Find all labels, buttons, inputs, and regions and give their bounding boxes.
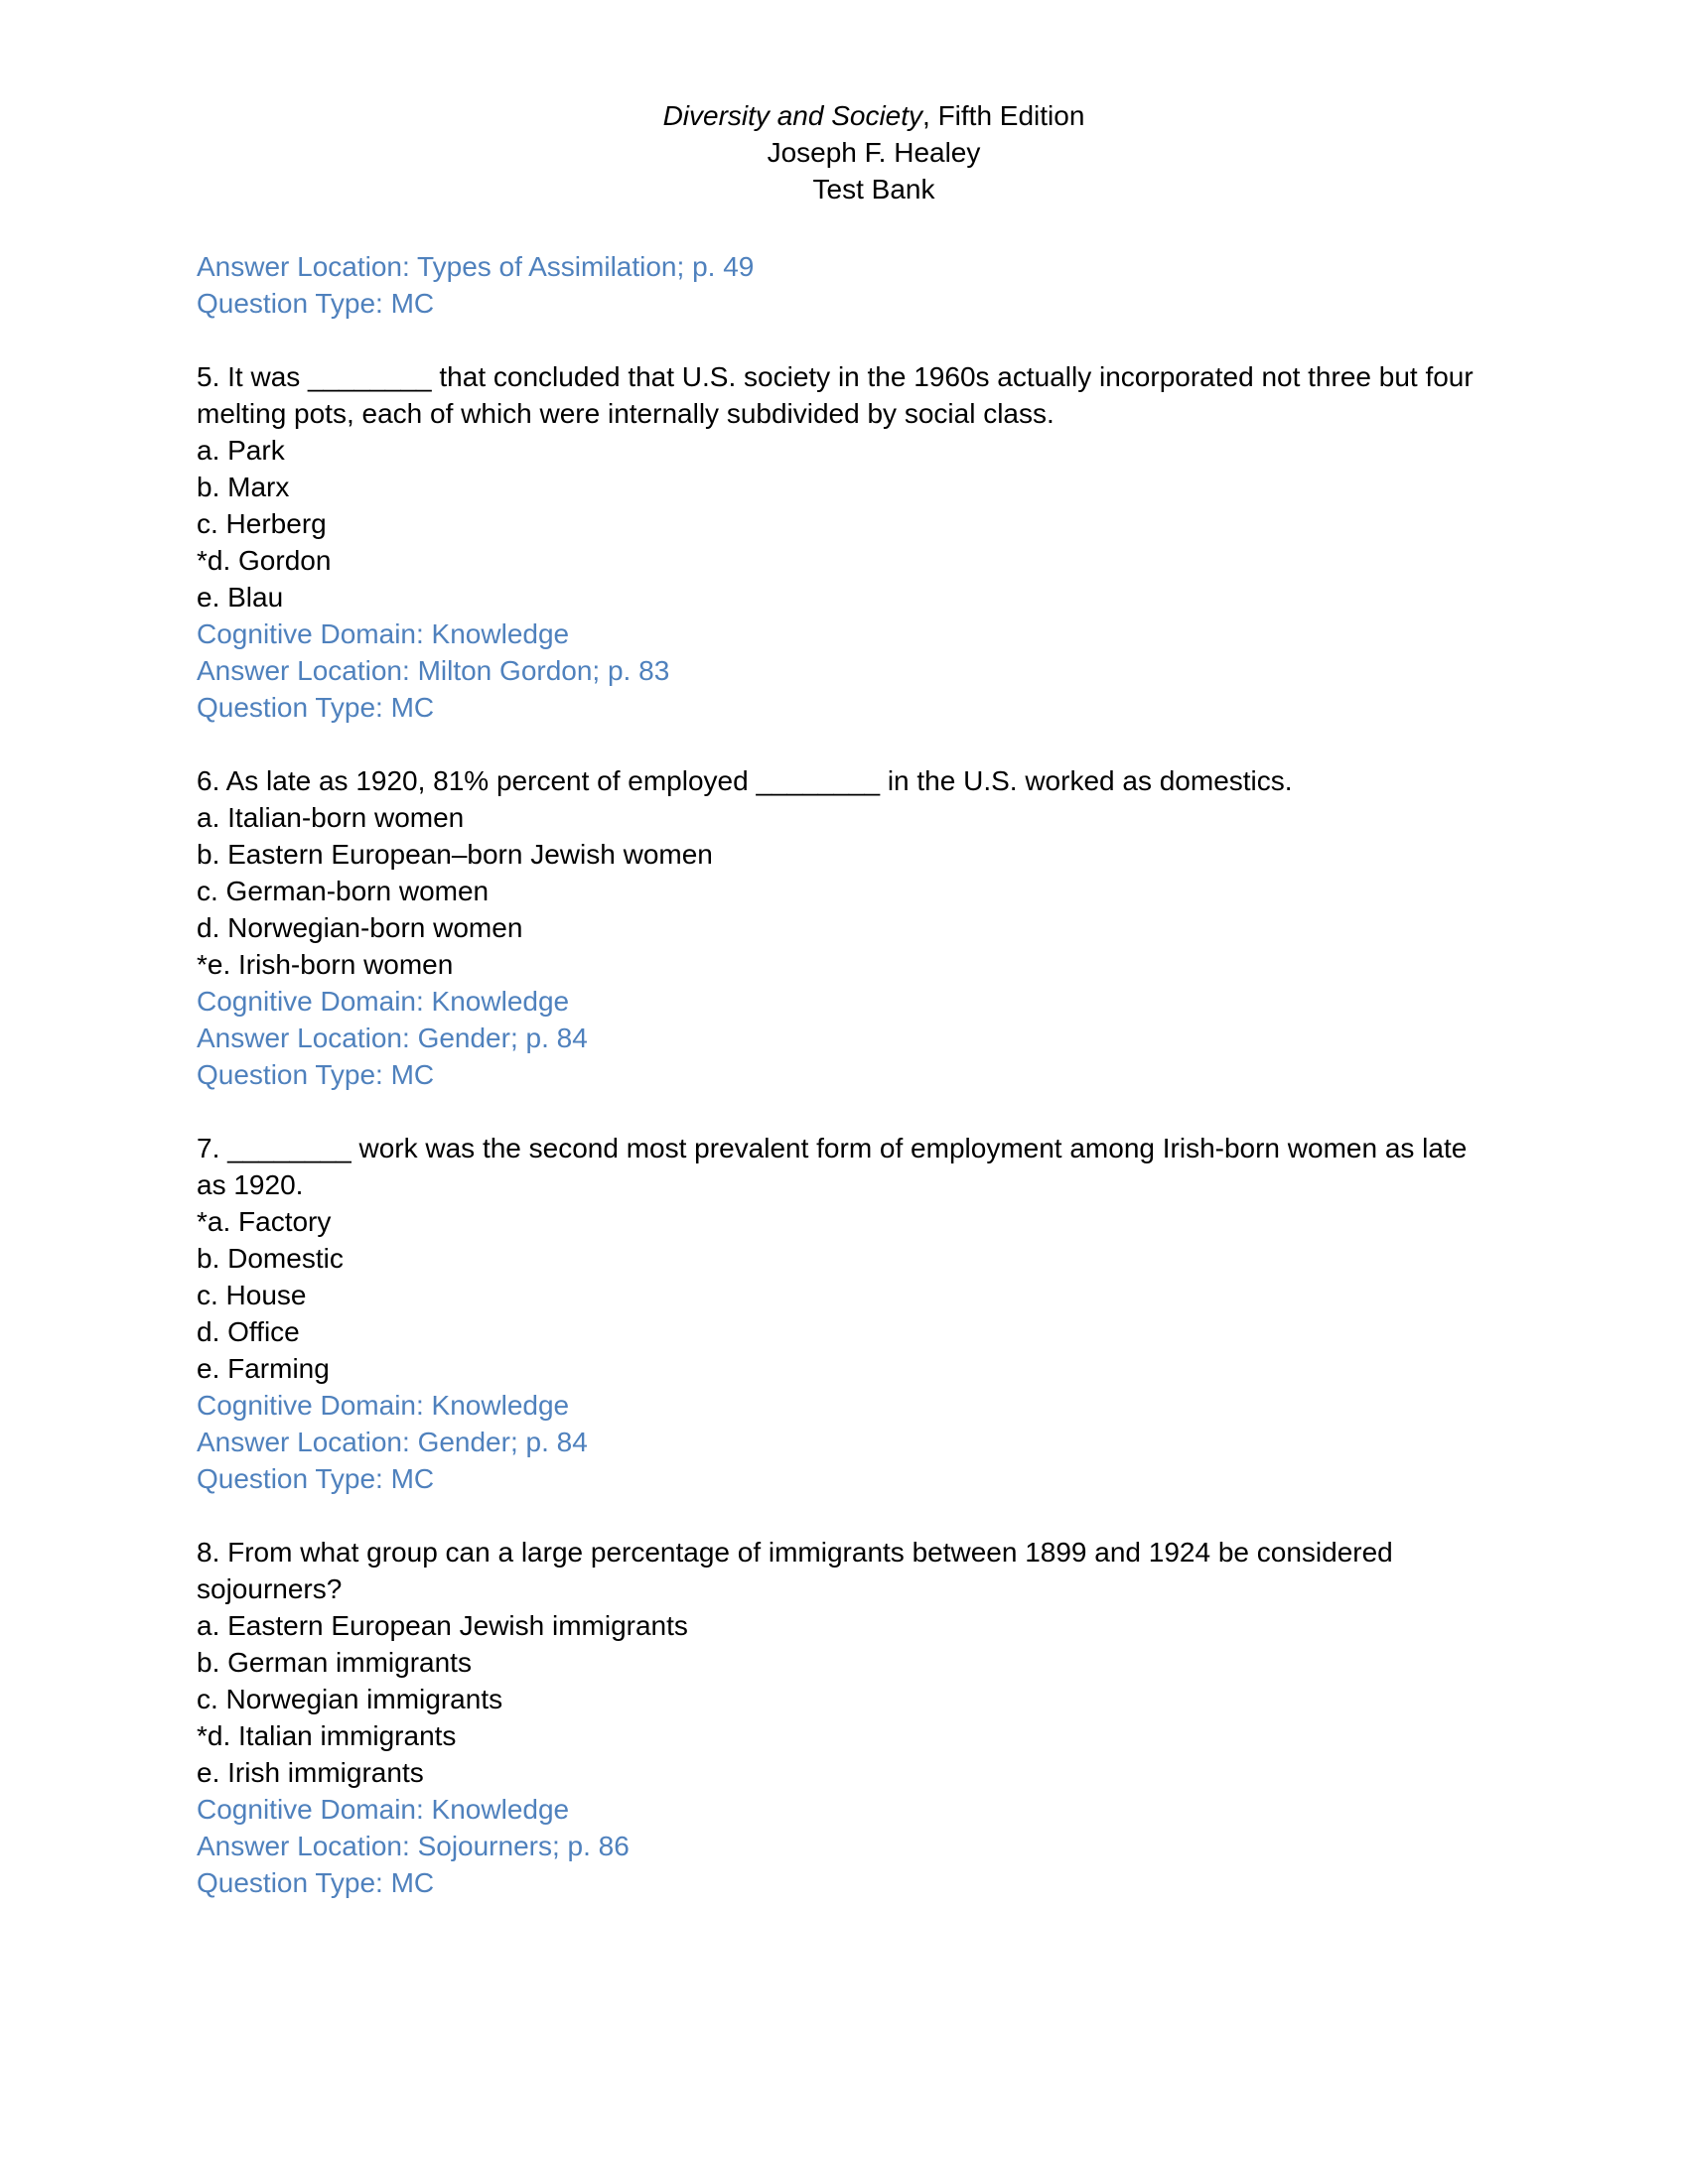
spacer xyxy=(197,1497,1497,1534)
page-header xyxy=(0,97,1688,207)
question-stem: 6. As late as 1920, 81% percent of employed ________ in the U.S. worked as domestics. xyxy=(197,765,1293,796)
answer-option: a. Italian-born women xyxy=(197,802,465,833)
question-stem: 8. From what group can a large percentage of immigrants between 1899 and 1924 be considered sojourners? xyxy=(197,1537,1393,1604)
answer-location: Answer Location: Gender; p. 84 xyxy=(197,1023,588,1053)
answer-option: c. German-born women xyxy=(197,876,490,906)
question-type: Question Type: MC xyxy=(197,692,435,723)
cognitive-domain: Cognitive Domain: Knowledge xyxy=(197,618,570,649)
carryover-metadata xyxy=(197,248,1497,322)
answer-option-correct: *d. Gordon xyxy=(197,545,332,576)
answer-option: c. Norwegian immigrants xyxy=(197,1684,503,1714)
answer-option-correct: *d. Italian immigrants xyxy=(197,1720,457,1751)
answer-option-correct: *e. Irish-born women xyxy=(197,949,454,980)
book-subtitle: Test Bank xyxy=(812,174,935,205)
book-author: Joseph F. Healey xyxy=(767,137,981,168)
book-title xyxy=(0,97,1688,134)
cognitive-domain: Cognitive Domain: Knowledge xyxy=(197,1390,570,1421)
question-6 xyxy=(197,762,1497,1093)
answer-option-correct: *a. Factory xyxy=(197,1206,332,1237)
spacer xyxy=(197,1093,1497,1130)
answer-option: b. German immigrants xyxy=(197,1647,472,1678)
book-title-italic: Diversity and Society xyxy=(662,100,923,131)
question-type: Question Type: MC xyxy=(197,1059,435,1090)
answer-location: Answer Location: Milton Gordon; p. 83 xyxy=(197,655,670,686)
cognitive-domain: Cognitive Domain: Knowledge xyxy=(197,986,570,1017)
answer-option: c. House xyxy=(197,1280,307,1310)
answer-option: d. Norwegian-born women xyxy=(197,912,523,943)
question-stem: 5. It was ________ that concluded that U.S. society in the 1960s actually incorporated not three but four melting pots, each of which were internally subdivided by social class. xyxy=(197,361,1474,429)
answer-option: e. Blau xyxy=(197,582,284,613)
test-bank-content xyxy=(197,248,1497,1901)
answer-option: e. Irish immigrants xyxy=(197,1757,424,1788)
answer-option: a. Eastern European Jewish immigrants xyxy=(197,1610,688,1641)
answer-option: b. Marx xyxy=(197,472,290,502)
question-type: Question Type: MC xyxy=(197,288,435,319)
book-title-edition: , Fifth Edition xyxy=(922,100,1085,131)
question-7 xyxy=(197,1130,1497,1497)
answer-option: b. Eastern European–born Jewish women xyxy=(197,839,713,870)
question-type: Question Type: MC xyxy=(197,1867,435,1898)
spacer xyxy=(197,322,1497,358)
question-8 xyxy=(197,1534,1497,1901)
answer-option: a. Park xyxy=(197,435,285,466)
answer-location: Answer Location: Gender; p. 84 xyxy=(197,1427,588,1457)
spacer xyxy=(197,726,1497,762)
question-stem: 7. ________ work was the second most prevalent form of employment among Irish-born women as late as 1920. xyxy=(197,1133,1468,1200)
answer-option: e. Farming xyxy=(197,1353,330,1384)
answer-option: c. Herberg xyxy=(197,508,327,539)
question-type: Question Type: MC xyxy=(197,1463,435,1494)
question-5 xyxy=(197,358,1497,726)
cognitive-domain: Cognitive Domain: Knowledge xyxy=(197,1794,570,1825)
answer-option: d. Office xyxy=(197,1316,300,1347)
answer-option: b. Domestic xyxy=(197,1243,344,1274)
answer-location: Answer Location: Types of Assimilation; p. 49 xyxy=(197,251,755,282)
answer-location: Answer Location: Sojourners; p. 86 xyxy=(197,1831,630,1861)
